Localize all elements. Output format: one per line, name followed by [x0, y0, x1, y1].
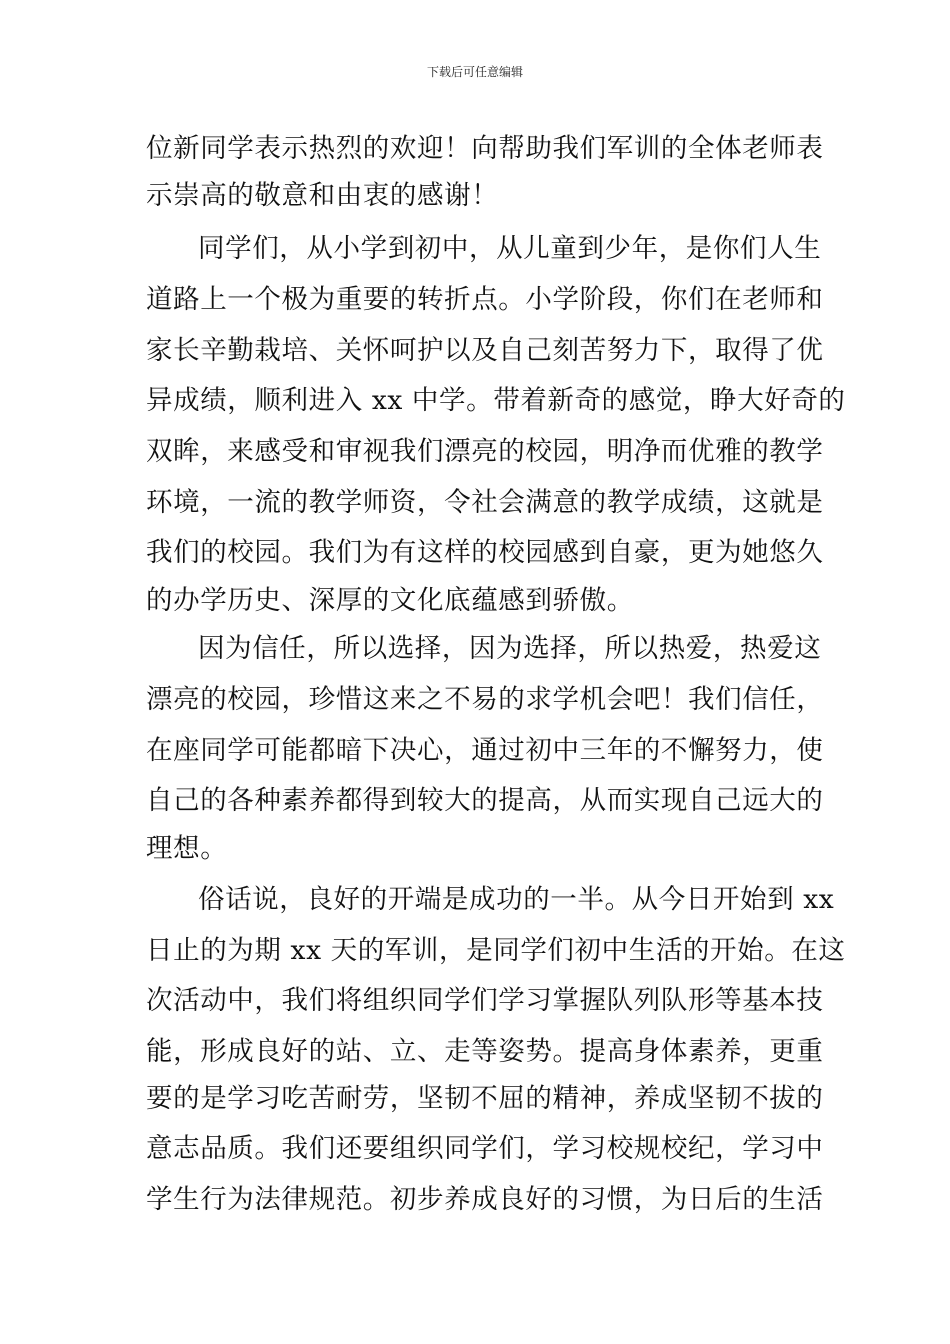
text-line: 自己的各种素养都得到较大的提高，从而实现自己远大的 [146, 785, 824, 816]
text-line: 道路上一个极为重要的转折点。小学阶段，你们在老师和 [146, 284, 824, 315]
text-line: 异成绩，顺利进入 xx 中学。带着新奇的感觉，睁大好奇的 [146, 385, 846, 416]
text-line: 能，形成良好的站、立、走等姿势。提高身体素养，更重 [146, 1036, 824, 1067]
paragraph-start-line: 同学们，从小学到初中，从儿童到少年，是你们人生 [198, 233, 822, 264]
text-line: 学生行为法律规范。初步养成良好的习惯，为日后的生活 [146, 1184, 824, 1215]
text-line: 示崇高的敬意和由衷的感谢！ [146, 180, 499, 211]
text-line: 日止的为期 xx 天的军训，是同学们初中生活的开始。在这 [146, 935, 846, 966]
text-line: 双眸，来感受和审视我们漂亮的校园，明净而优雅的教学 [146, 436, 824, 467]
text-line: 理想。 [146, 833, 228, 864]
paragraph-start-line: 因为信任，所以选择，因为选择，所以热爱，热爱这 [198, 633, 822, 664]
text-line: 的办学历史、深厚的文化底蕴感到骄傲。 [146, 585, 634, 616]
text-line: 次活动中，我们将组织同学们学习掌握队列队形等基本技 [146, 985, 824, 1016]
paragraph-start-line: 俗话说，良好的开端是成功的一半。从今日开始到 xx [198, 884, 835, 915]
text-line: 漂亮的校园，珍惜这来之不易的求学机会吧！我们信任， [146, 684, 824, 715]
page-header-note: 下载后可任意编辑 [426, 65, 523, 79]
text-line: 环境，一流的教学师资，令社会满意的教学成绩，这就是 [146, 487, 824, 518]
text-line: 家长辛勤栽培、关怀呵护以及自己刻苦努力下，取得了优 [146, 335, 824, 366]
text-line: 意志品质。我们还要组织同学们，学习校规校纪，学习中 [146, 1133, 824, 1164]
text-line: 在座同学可能都暗下决心，通过初中三年的不懈努力，使 [146, 735, 824, 766]
text-line: 要的是学习吃苦耐劳，坚韧不屈的精神，养成坚韧不拔的 [146, 1083, 824, 1114]
text-line: 我们的校园。我们为有这样的校园感到自豪，更为她悠久 [146, 537, 824, 568]
text-line: 位新同学表示热烈的欢迎！向帮助我们军训的全体老师表 [146, 133, 824, 164]
